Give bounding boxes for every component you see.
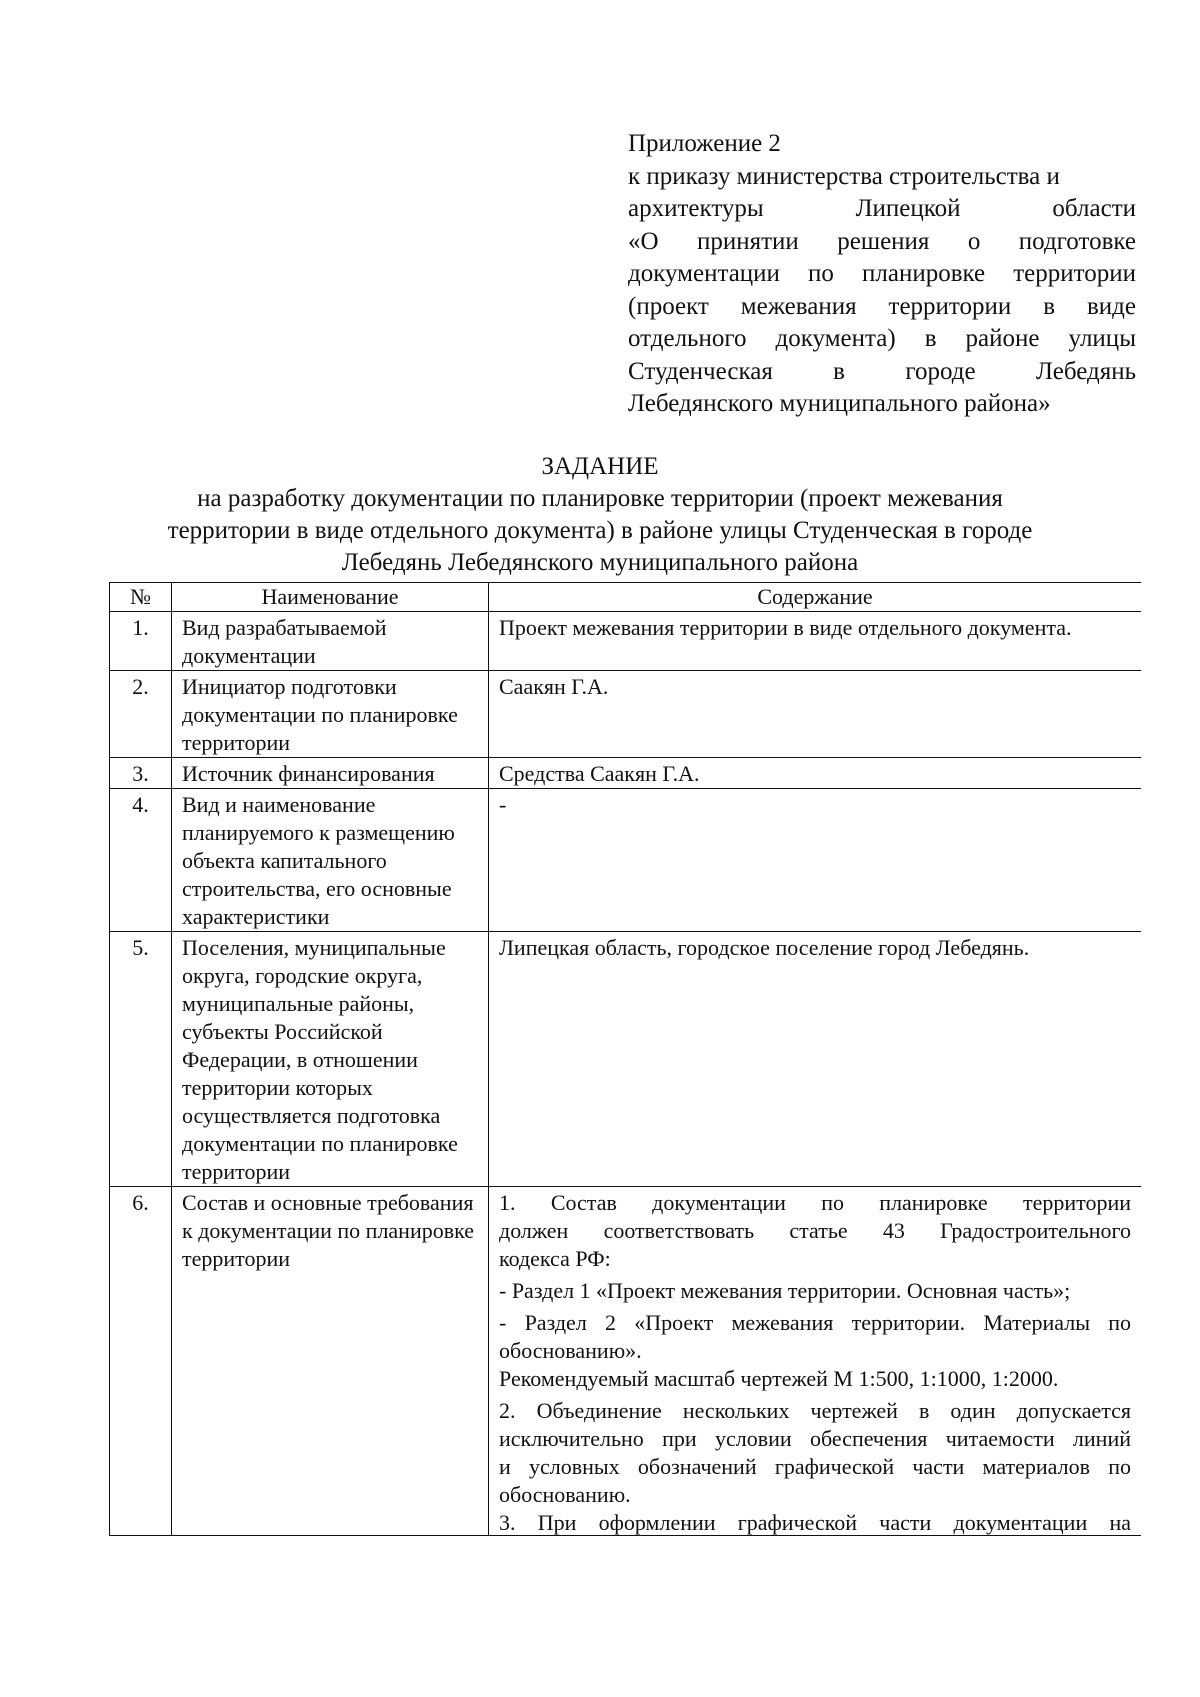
row-num: 6. xyxy=(110,1187,172,1537)
table-header-row xyxy=(110,583,1142,612)
row-content: Саакян Г.А. xyxy=(489,671,1142,758)
row-content: Средства Саакян Г.А. xyxy=(489,758,1142,789)
content-line: 3. При оформлении графической части документации на xyxy=(499,1510,1131,1535)
content-line: исключительно при условии обеспечения читаемости линий xyxy=(499,1426,1131,1451)
row-num: 1. xyxy=(110,612,172,671)
row-content: Проект межевания территории в виде отдельного документа. xyxy=(489,612,1142,671)
content-line: - Раздел 1 «Проект межевания территории. Основная часть»; xyxy=(499,1278,1071,1303)
row-content: - xyxy=(489,789,1142,932)
row-num: 2. xyxy=(110,671,172,758)
content-line: и условных обозначений графической части материалов по xyxy=(499,1454,1131,1479)
row-content xyxy=(489,1187,1142,1537)
content-line: обоснованию. xyxy=(499,1482,631,1507)
row-content: Липецкая область, городское поселение город Лебедянь. xyxy=(489,932,1142,1187)
appendix-line: «О принятии решения о подготовке xyxy=(628,227,1136,255)
table-row xyxy=(110,758,1142,789)
table-row xyxy=(110,1187,1142,1537)
content-line: обоснованию». xyxy=(499,1338,642,1363)
task-table xyxy=(109,582,1141,1536)
row-name: Поселения, муниципальные округа, городские округа, муниципальные районы, субъекты Российской Федерации, в отношении территории которых осуществляется подготовка документации по планировке территории xyxy=(172,932,489,1187)
content-line: 2. Объединение нескольких чертежей в один допускается xyxy=(499,1398,1131,1423)
row-num: 3. xyxy=(110,758,172,789)
appendix-line: документации по планировке территории xyxy=(628,260,1136,287)
content-line: - Раздел 2 «Проект межевания территории. Материалы по xyxy=(499,1310,1131,1335)
row-name: Вид и наименование планируемого к размещению объекта капитального строительства, его основные характеристики xyxy=(172,789,489,932)
content-line: кодекса РФ: xyxy=(499,1246,611,1271)
row-name: Состав и основные требования к документации по планировке территории xyxy=(172,1187,489,1537)
header-num: № xyxy=(110,583,172,612)
row-num: 5. xyxy=(110,932,172,1187)
title-line: на разработку документации по планировке территории (проект межевания xyxy=(197,485,1003,512)
row-name: Источник финансирования xyxy=(172,758,489,789)
appendix-line: отдельного документа) в районе улицы xyxy=(628,325,1136,352)
table-row xyxy=(110,932,1142,1187)
table-row xyxy=(110,671,1142,758)
row-name: Инициатор подготовки документации по планировке территории xyxy=(172,671,489,758)
content-line: Рекомендуемый масштаб чертежей М 1:500, 1:1000, 1:2000. xyxy=(499,1366,1059,1391)
title-line: территории в виде отдельного документа) в районе улицы Студенческая в городе xyxy=(167,517,1033,544)
document-title xyxy=(100,451,1100,579)
content-line: должен соответствовать статье 43 Градостроительного xyxy=(499,1218,1131,1243)
content-line: 1. Состав документации по планировке территории xyxy=(499,1190,1131,1215)
header-content: Содержание xyxy=(489,583,1142,612)
title-heading: ЗАДАНИЕ xyxy=(541,453,659,480)
row-name: Вид разрабатываемой документации xyxy=(172,612,489,671)
task-table-wrapper xyxy=(109,582,1141,1536)
table-row xyxy=(110,612,1142,671)
title-line: Лебедянь Лебедянского муниципального района xyxy=(341,549,859,576)
row-num: 4. xyxy=(110,789,172,932)
appendix-line: Студенческая в городе Лебедянь xyxy=(628,357,1136,385)
appendix-line: (проект межевания территории в виде xyxy=(628,292,1136,320)
header-name: Наименование xyxy=(172,583,489,612)
appendix-line: к приказу министерства строительства и xyxy=(628,162,1060,190)
appendix-header xyxy=(628,128,1136,421)
appendix-line: Лебедянского муниципального района» xyxy=(628,390,1051,417)
appendix-line: Приложение 2 xyxy=(628,130,781,157)
table-row xyxy=(110,789,1142,932)
appendix-line: архитектуры Липецкой области xyxy=(628,195,1136,222)
